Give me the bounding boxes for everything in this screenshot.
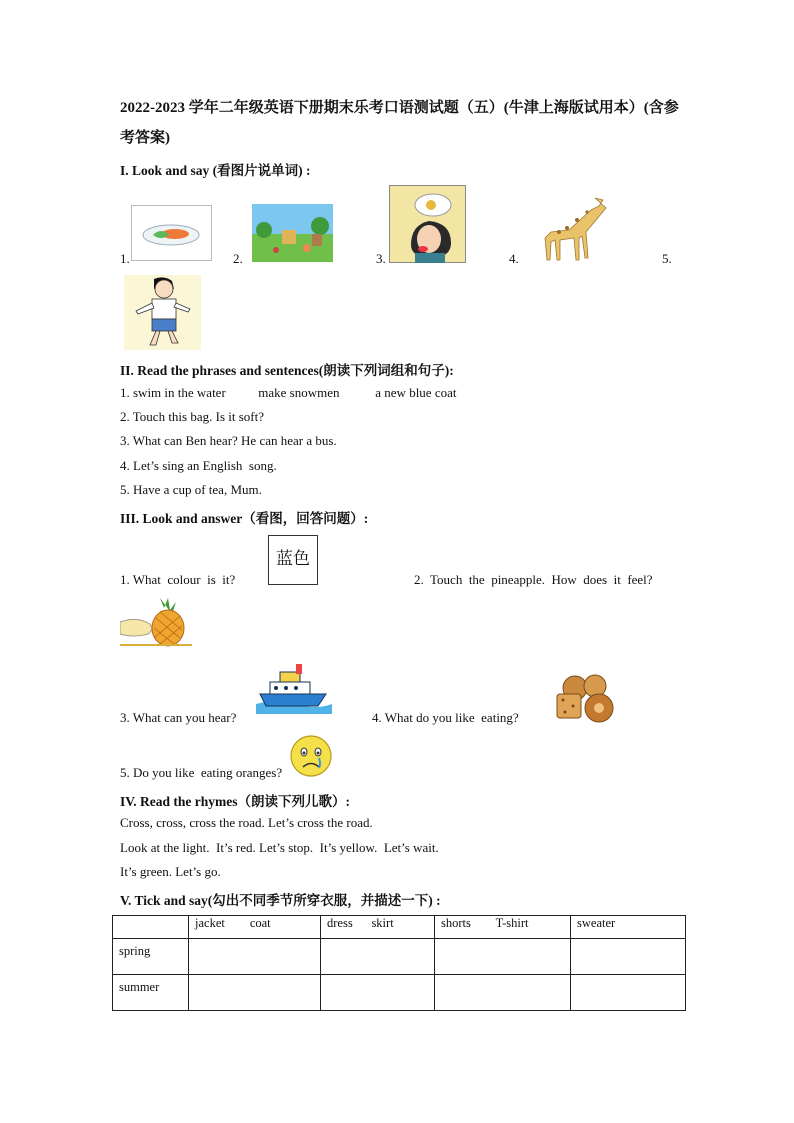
item-number: 1. xyxy=(120,251,130,266)
rhyme-line: Cross, cross, cross the road. Let’s cross the road. xyxy=(120,815,373,830)
tick-cell[interactable] xyxy=(321,939,435,975)
fish-plate-picture-icon xyxy=(131,205,212,261)
section2-line: 1. swim in the water make snowmen a new blue coat xyxy=(120,385,457,400)
tick-cell[interactable] xyxy=(571,939,686,975)
table-row xyxy=(113,939,686,975)
question-2: 2. Touch the pineapple. How does it feel? xyxy=(414,572,653,587)
section5-heading: V. Tick and say(勾出不同季节所穿衣服，并描述一下) : xyxy=(120,893,441,908)
section3-heading: III. Look and answer（看图，回答问题）: xyxy=(120,511,369,526)
cookies-picture-icon xyxy=(551,672,618,724)
question-3: 3. What can you hear? xyxy=(120,710,237,725)
table-header-cell xyxy=(113,916,189,939)
section2-line: 5. Have a cup of tea, Mum. xyxy=(120,482,262,497)
sad-face-picture-icon xyxy=(289,734,333,778)
table-row xyxy=(113,975,686,1011)
clothes-season-table xyxy=(112,915,686,1011)
item-number: 2. xyxy=(233,251,243,266)
tick-cell[interactable] xyxy=(321,975,435,1011)
tick-cell[interactable] xyxy=(189,939,321,975)
girl-tongue-picture-icon xyxy=(389,185,466,263)
boy-running-picture-icon xyxy=(124,275,201,350)
tick-cell[interactable] xyxy=(189,975,321,1011)
tick-cell[interactable] xyxy=(435,939,571,975)
season-label: spring xyxy=(113,939,189,975)
question-1: 1. What colour is it? xyxy=(120,572,236,587)
rhyme-line: Look at the light. It’s red. Let’s stop. It’s yellow. Let’s wait. xyxy=(120,840,439,855)
giraffe-picture-icon xyxy=(537,194,613,262)
ship-picture-icon xyxy=(254,660,332,714)
table-header-cell: dress skirt xyxy=(321,916,435,939)
page-title: 2022-2023 学年二年级英语下册期末乐考口语测试题（五）(牛津上海版试用本）(含参考答案) xyxy=(120,100,679,146)
tick-cell[interactable] xyxy=(435,975,571,1011)
item-number: 5. xyxy=(662,251,672,266)
table-header-cell: jacket coat xyxy=(189,916,321,939)
tick-cell[interactable] xyxy=(571,975,686,1011)
section2-line: 3. What can Ben hear? He can hear a bus. xyxy=(120,433,337,448)
question-5: 5. Do you like eating oranges? xyxy=(120,765,283,780)
question-4: 4. What do you like eating? xyxy=(372,710,519,725)
rhyme-line: It’s green. Let’s go. xyxy=(120,864,221,879)
section2-line: 2. Touch this bag. Is it soft? xyxy=(120,409,265,424)
table-header-cell: sweater xyxy=(571,916,686,939)
colour-word-box: 蓝色 xyxy=(268,535,318,585)
section4-heading: IV. Read the rhymes（朗读下列儿歌）: xyxy=(120,794,350,809)
section2-line: 4. Let’s sing an English song. xyxy=(120,458,277,473)
item-number: 3. xyxy=(376,251,386,266)
item-number: 4. xyxy=(509,251,519,266)
season-label: summer xyxy=(113,975,189,1011)
table-header-cell: shorts T-shirt xyxy=(435,916,571,939)
pineapple-hand-picture-icon xyxy=(120,594,192,650)
park-scene-picture-icon xyxy=(252,204,333,262)
section2-heading: II. Read the phrases and sentences(朗读下列词组和句子): xyxy=(120,363,454,378)
section1-heading: I. Look and say (看图片说单词) : xyxy=(120,163,311,178)
